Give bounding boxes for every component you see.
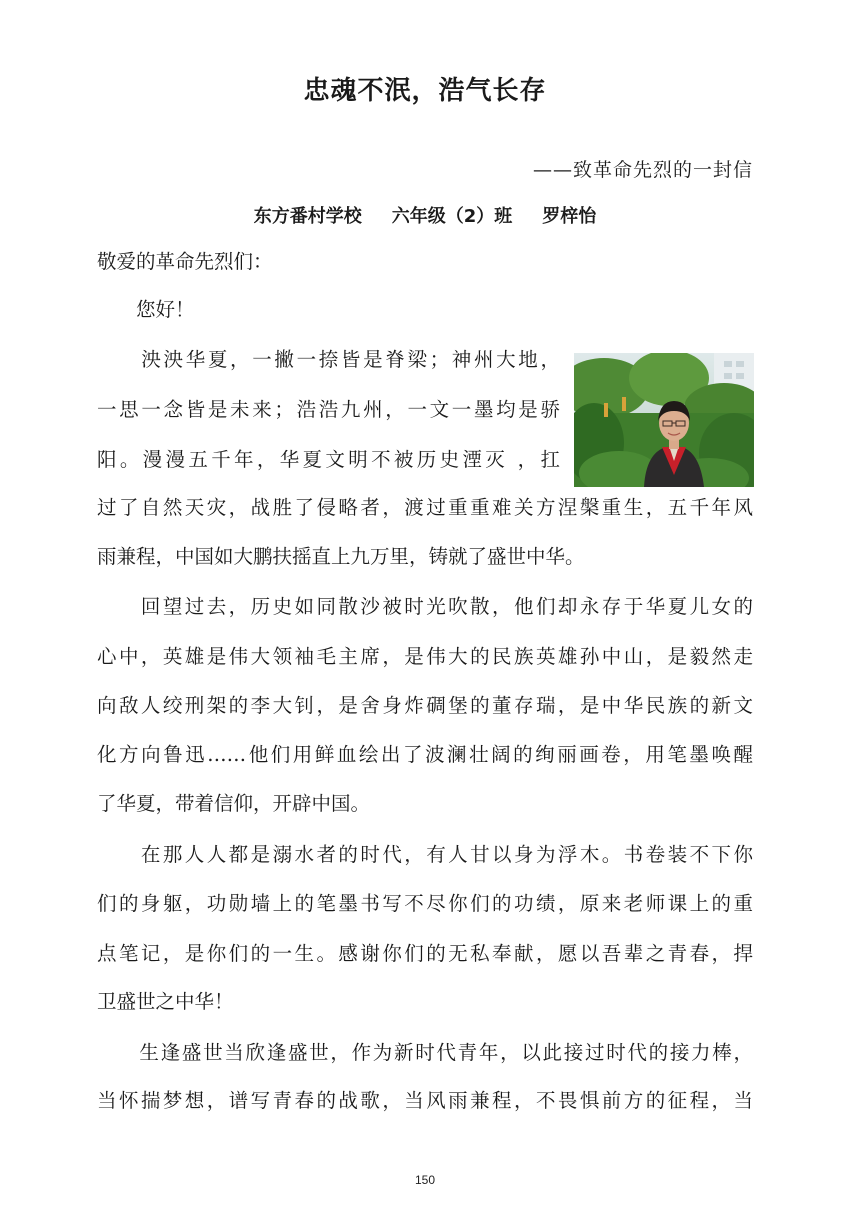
page-number: 150 bbox=[414, 1173, 436, 1187]
article-title: 忠魂不泯，浩气长存 bbox=[303, 76, 547, 106]
body-line: 了华夏，带着信仰，开辟中国。 bbox=[97, 792, 371, 815]
body-line: 一思一念皆是未来；浩浩九州，一文一墨均是骄 bbox=[97, 398, 560, 421]
body-line: 们的身躯，功勋墙上的笔墨书写不尽你们的功绩，原来老师课上的重 bbox=[97, 892, 753, 915]
body-line: 回望过去，历史如同散沙被时光吹散，他们却永存于华夏儿女的 bbox=[97, 595, 753, 618]
body-line: 泱泱华夏，一撇一捺皆是脊梁；神州大地， bbox=[97, 348, 560, 371]
student-photo bbox=[574, 353, 754, 487]
body-line: 卫盛世之中华！ bbox=[97, 990, 234, 1013]
greeting: 您好！ bbox=[97, 298, 195, 321]
body-line: 在那人人都是溺水者的时代，有人甘以身为浮木。书卷装不下你 bbox=[97, 843, 753, 866]
article-subtitle: ——致革命先烈的一封信 bbox=[532, 159, 753, 181]
body-line: 过了自然天灾，战胜了侵略者，渡过重重难关方涅槃重生，五千年风 bbox=[97, 496, 753, 519]
body-line: 生逢盛世当欣逢盛世，作为新时代青年，以此接过时代的接力棒， bbox=[97, 1041, 753, 1064]
body-line: 心中，英雄是伟大领袖毛主席，是伟大的民族英雄孙中山，是毅然走 bbox=[97, 645, 753, 668]
body-line: 点笔记，是你们的一生。感谢你们的无私奉献，愿以吾辈之青春，捍 bbox=[97, 942, 753, 965]
author-line bbox=[0, 202, 850, 228]
body-line: 当怀揣梦想，谱写青春的战歌，当风雨兼程，不畏惧前方的征程，当 bbox=[97, 1089, 753, 1112]
author-school: 东方番村学校 bbox=[253, 206, 362, 227]
body-line: 化方向鲁迅……他们用鲜血绘出了波澜壮阔的绚丽画卷，用笔墨唤醒 bbox=[97, 743, 753, 766]
author-class: 六年级（2）班 bbox=[391, 206, 513, 227]
salutation: 敬爱的革命先烈们： bbox=[97, 250, 273, 273]
body-line: 阳。漫漫五千年，华夏文明不被历史湮灭 ，扛 bbox=[97, 448, 560, 471]
author-name: 罗梓怡 bbox=[542, 206, 597, 227]
body-line: 雨兼程，中国如大鹏扶摇直上九万里，铸就了盛世中华。 bbox=[97, 545, 585, 568]
body-line: 向敌人绞刑架的李大钊，是舍身炸碉堡的董存瑞，是中华民族的新文 bbox=[97, 694, 753, 717]
